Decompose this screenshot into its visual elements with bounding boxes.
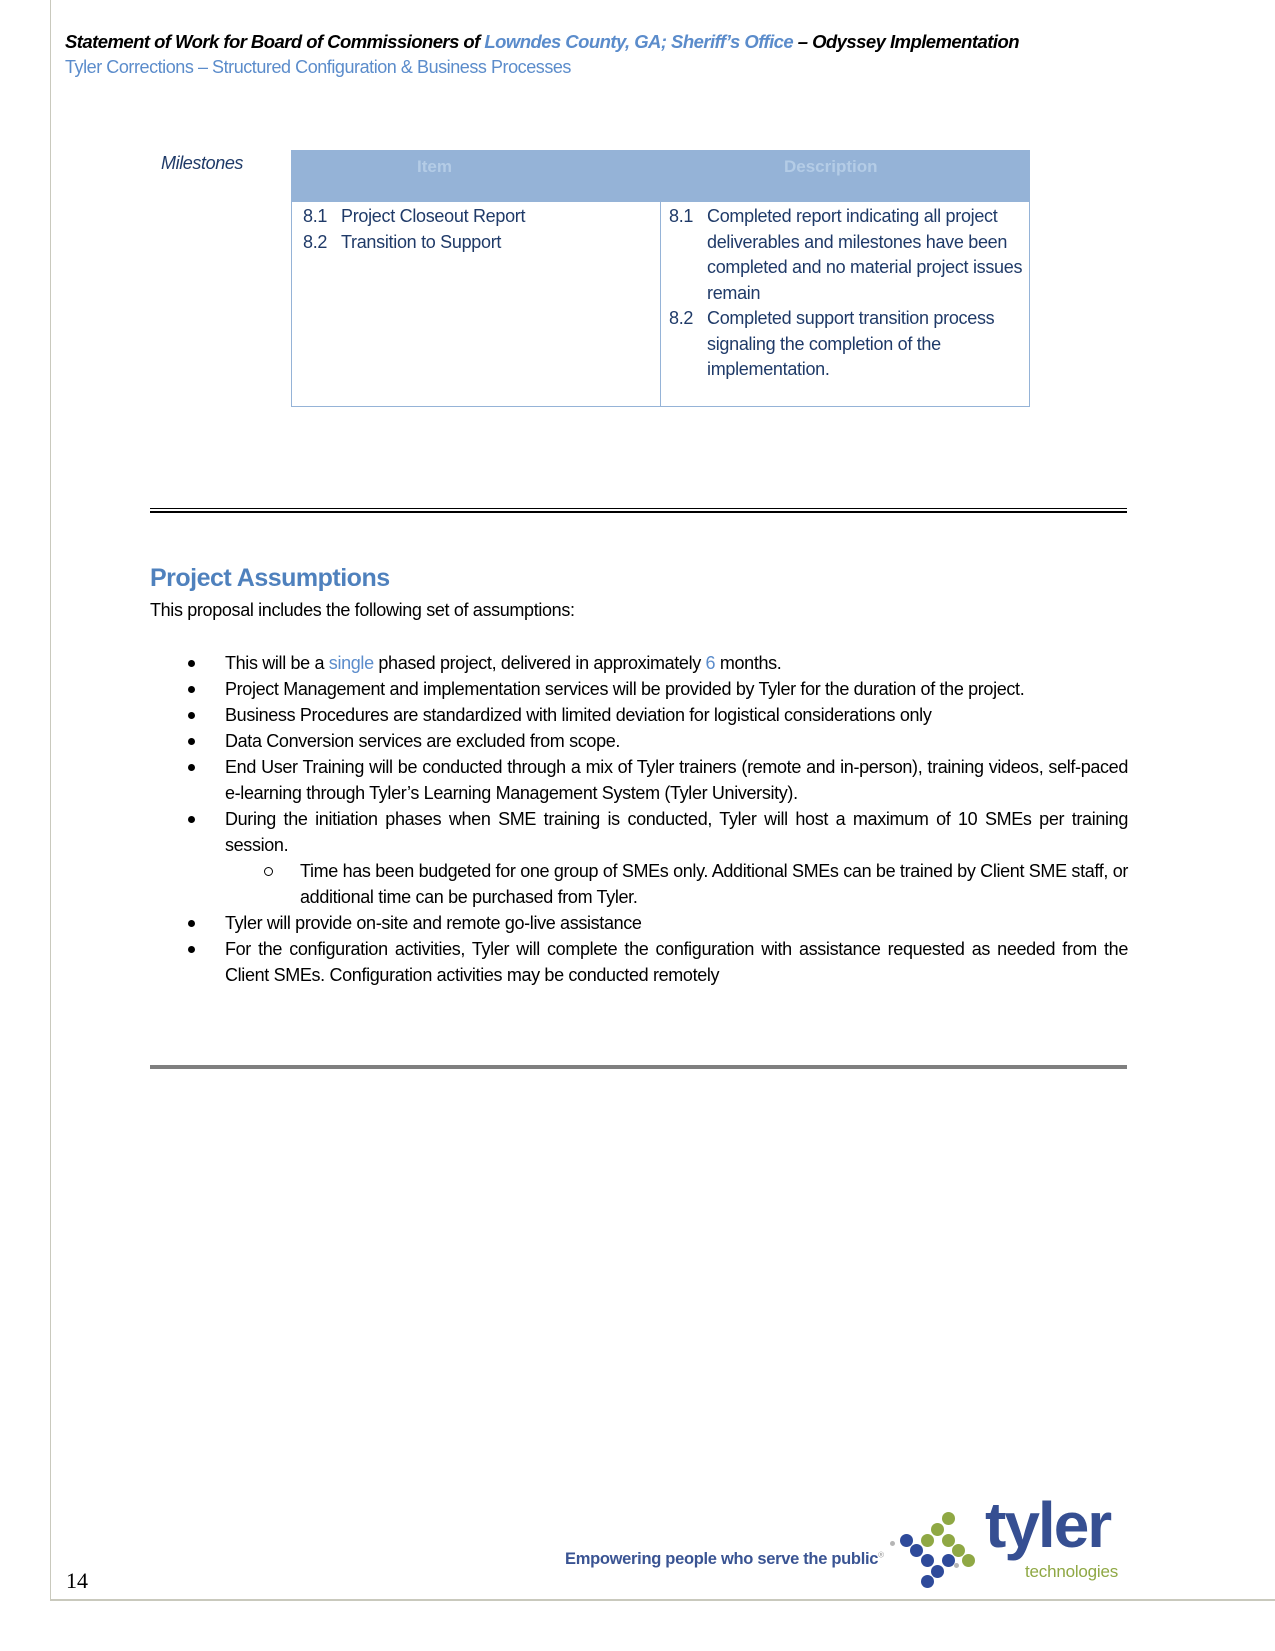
list-item [150,754,1128,806]
list-item [150,650,1128,676]
milestone-description [669,306,1024,383]
column-header-item: Item [417,157,452,176]
item-text: months. [715,653,782,673]
column-divider [660,202,661,407]
list-item [150,676,1128,702]
bullet-icon [188,660,195,667]
description-text: Completed report indicating all project deliverables and milestones have been completed and no material project issues remain [707,206,1023,303]
bullet-icon [188,738,195,745]
page-number: 14 [66,1568,88,1593]
milestone-item [303,230,653,256]
section-divider [150,1065,1127,1069]
title-prefix: Statement of Work for Board of Commissioners of [65,31,485,52]
milestone-descriptions-cell [669,204,1024,383]
item-text: This will be a [225,653,329,673]
item-highlight: 6 [705,653,716,673]
milestones-table [291,150,1030,407]
sub-list-item [150,858,1128,910]
bullet-icon [188,920,195,927]
list-item [150,702,1128,728]
bullet-icon [188,946,195,953]
milestones-label: Milestones [161,153,244,173]
assumptions-list [150,650,1128,988]
item-text: End User Training will be conducted through a mix of Tyler trainers (remote and in-person), training videos, self-paced e-learning through Tyler’s Learning Management System (Tyler University). [225,757,1128,803]
section-heading: Project Assumptions [150,564,390,592]
list-item [150,806,1128,858]
footer-tagline [565,1550,884,1569]
list-item [150,728,1128,754]
milestone-item [303,204,653,230]
milestone-text: Transition to Support [341,231,502,252]
section-intro: This proposal includes the following set of assumptions: [150,600,575,620]
tyler-logo-wordmark: tyler [985,1489,1111,1561]
item-text: phased project, delivered in approximately [373,653,706,673]
item-text: Data Conversion services are excluded from scope. [225,731,621,751]
milestone-text: Project Closeout Report [341,206,526,226]
document-subtitle: Tyler Corrections – Structured Configuration & Business Processes [65,57,571,77]
item-text: Time has been budgeted for one group of SMEs only. Additional SMEs can be trained by Client SME staff, or additional time can be purchased from Tyler. [300,861,1128,907]
tyler-logo-icon [890,1505,985,1595]
milestone-number: 8.1 [303,206,328,226]
item-text: Project Management and implementation services will be provided by Tyler for the duration of the project. [225,679,1025,699]
tyler-logo-subtitle: technologies [1025,1562,1119,1581]
bullet-icon [188,712,195,719]
list-item [150,936,1128,988]
milestones-table-header [292,151,1029,202]
bullet-icon [188,816,195,823]
description-number: 8.2 [669,308,694,328]
title-client: Lowndes County, GA; Sheriff’s Office [484,31,794,52]
bullet-icon [188,686,195,693]
column-header-description: Description [784,157,878,176]
item-text: Tyler will provide on-site and remote go-live assistance [225,913,642,933]
description-text: Completed support transition process signaling the completion of the implementation. [707,308,995,379]
list-item [150,910,1128,936]
tagline-text: Empowering people who serve the public [565,1550,879,1568]
registered-mark: ® [878,1550,884,1560]
milestone-number: 8.2 [303,231,328,252]
milestone-description [669,204,1024,306]
description-number: 8.1 [669,206,694,226]
hollow-bullet-icon [264,867,273,876]
title-suffix: – Odyssey Implementation [793,31,1019,52]
item-text: During the initiation phases when SME training is conducted, Tyler will host a maximum of 10 SMEs per training session. [225,809,1128,855]
item-text: For the configuration activities, Tyler will complete the configuration with assistance requested as needed from the Client SMEs. Configuration activities may be conducted remotely [225,939,1128,985]
section-divider-double [150,508,1127,513]
document-title [65,31,1165,53]
item-text: Business Procedures are standardized with limited deviation for logistical considerations only [225,705,932,725]
milestone-items-cell [303,204,653,255]
bullet-icon [188,764,195,771]
item-highlight: single [328,653,374,673]
